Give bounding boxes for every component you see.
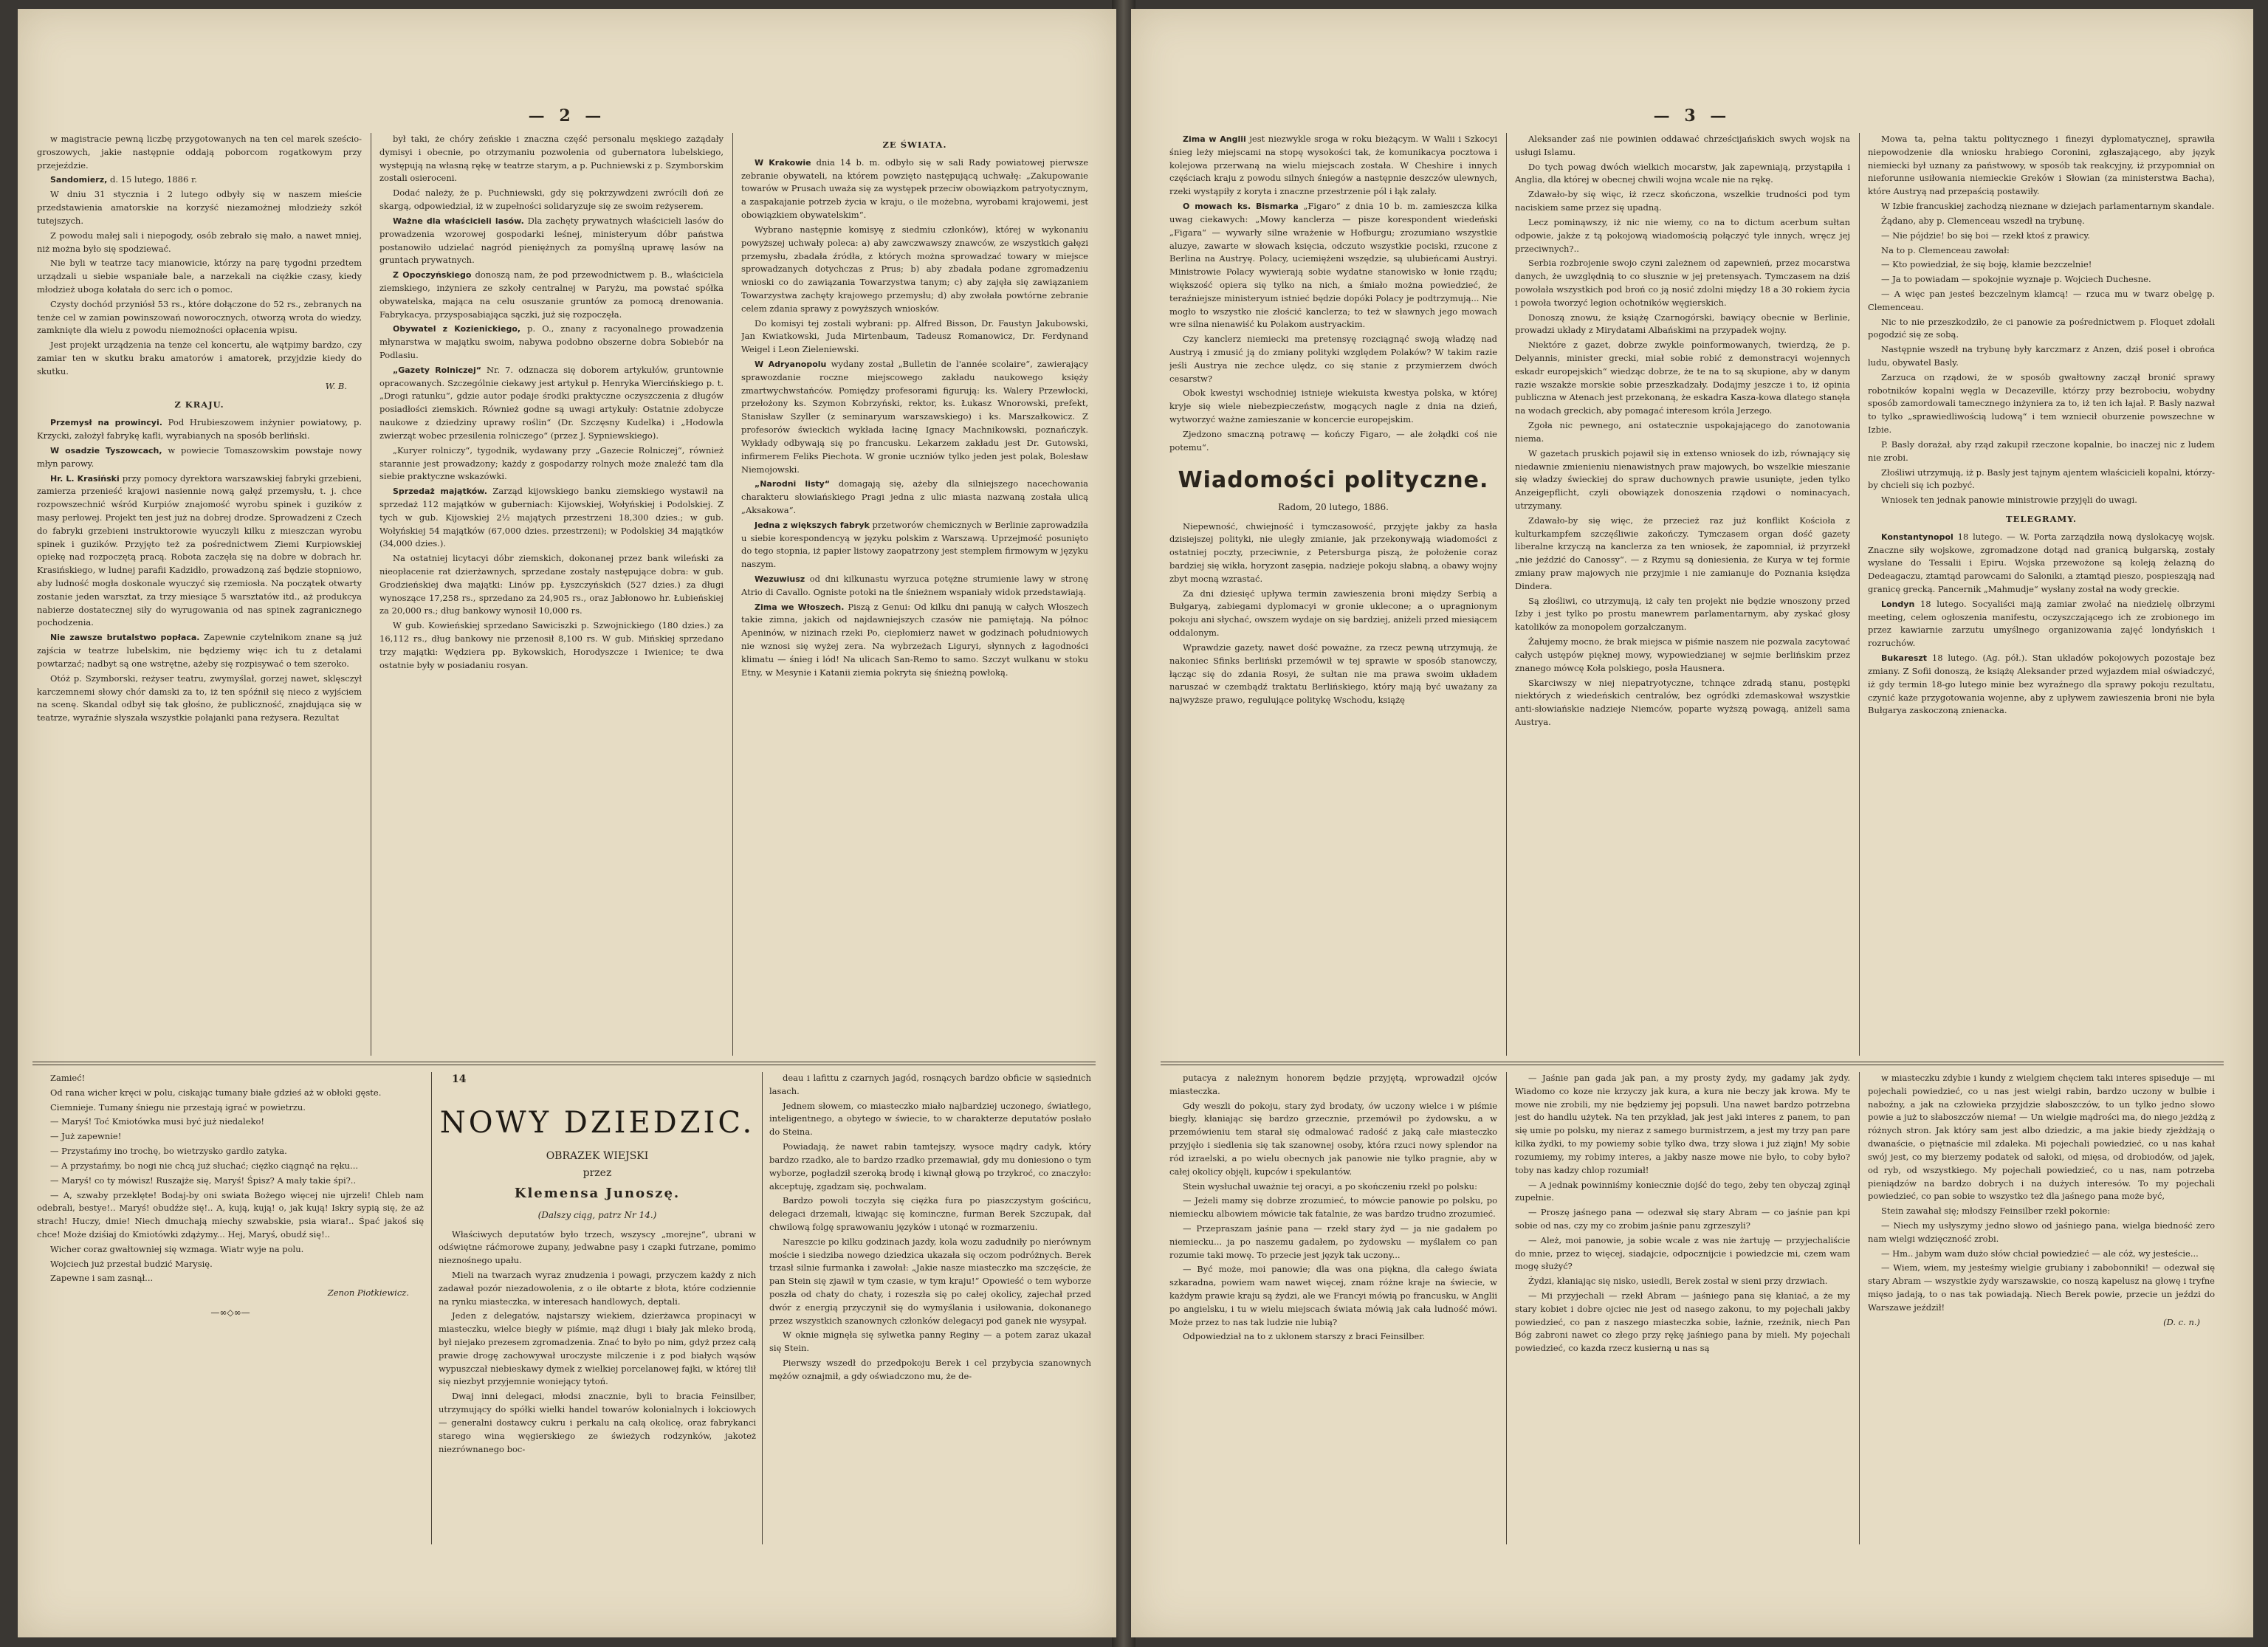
paragraph: Zdawało-by się więc, że przecież raz już konflikt Kościoła z kulturkampfem szczęśliwie zakończy. Tymczasem organ dość gazety liberalne krzyczą na kanclerza za ten wniosek, że zapomniał, iż przyrzekł „nie jeździć do Canossy“. — z Rzymu są doniesienia, że Kurya w tej formie zmiany praw majowych nie przyjmie i nie zamianuje do Poznania księdza Dindera. bbox=[1515, 515, 1850, 591]
feuilleton-divider bbox=[32, 1062, 1096, 1065]
paragraph-head: „Narodni listy“ bbox=[755, 479, 831, 489]
paragraph-head: Zima we Włoszech. bbox=[755, 602, 845, 612]
episode-number: 14 bbox=[452, 1073, 467, 1085]
paragraph-text: Dla zachęty prywatnych właścicieli lasów do prowadzenia wzorowej gospodarki leśnej, ministeryum dóbr państwa postanowiło udzielać nagród pieniężnych za pomyślną uprawę lasów na gruntach prywatnych. bbox=[379, 215, 724, 266]
paragraph bbox=[37, 416, 362, 443]
paragraph-head: Konstantynopol bbox=[1881, 532, 1953, 542]
paragraph: — Być może, moi panowie; dla was ona piękna, dla całego świata szkaradna, powiem wam nawet więcej, znam różne kraje na świecie, w każdym prawie kraju są żydzi, ale we Francyi mówią po francusku, w Anglii po angielsku, i tu w wielu miejscach świata mówią jak cała ludność mówi. Może przez to nas tak ludzie nie lubią? bbox=[1169, 1264, 1497, 1327]
serial-subtitle: OBRAZEK WIEJSKI bbox=[546, 1149, 649, 1162]
paragraph-head: Jedna z większych fabryk bbox=[755, 520, 870, 530]
paragraph-head: Zima w Anglii bbox=[1183, 134, 1246, 144]
paragraph: W Izbie francuskiej zachodzą nieznane w dziejach parlamentarnym skandale. bbox=[1881, 201, 2215, 212]
paragraph: Nic to nie przeszkodziło, że ci panowie za pośrednictwem p. Floquet zdołali pogodzić się ze sobą. bbox=[1868, 316, 2215, 340]
column-rule bbox=[431, 1072, 432, 1544]
feuilleton-column-2 bbox=[1515, 1072, 1850, 1544]
paragraph: Donoszą znowu, że książę Czarnogórski, bawiący obecnie w Berlinie, prowadzi układy z Mirydatami Albańskimi na przypadek wojny. bbox=[1515, 312, 1850, 336]
column-rule bbox=[732, 133, 733, 1056]
paragraph bbox=[741, 519, 1088, 571]
paragraph-text: jest niezwykle sroga w roku bieżącym. W Walii i Szkocyi śnieg leży miejscami na stopę wysokości tak, że komunikacya pocztowa i kolejowa przerwaną na wielu miejscach została. W Cheshire i innych częściach kraju z powodu silnych śniegów a następnie deszczów ulewnych, rzeki wystąpiły z koryta i znaczne przestrzenie pól i łąk zalały. bbox=[1169, 134, 1497, 197]
paragraph bbox=[741, 358, 1088, 476]
paragraph-text: Zapewnie czytelnikom znane są już zajścia w teatrze lubelskim, nie będziemy więc ich tu z detalami powtarzać; nadbyt są one wstrętne, ażeby się rozpisywać o tem szeroko. bbox=[37, 632, 362, 669]
feuilleton-column-3 bbox=[769, 1072, 1091, 1544]
paragraph: — Mi przyjechali — rzekł Abram — jaśniego pana się kłaniać, a że my stary kobiet i dobre ojciec nie jest od nasego zakonu, to my pojechali jakby powiedzieć, co pan z naszego miasteczka sobie, łaźnie, rzeźnik, niech Pan Bóg zabroni nawet co złego przy rękę jaśniego pana by mieli. My pojechali powiedzieć, co kazda rzecz kusierną u nas są bbox=[1515, 1290, 1850, 1354]
paragraph: Zdawało-by się więc, iż rzecz skończona, wszelkie trudności pod tym naciskiem same przez się upadną. bbox=[1515, 189, 1850, 213]
paragraph: Serbia rozbrojenie swojo czyni zależnem od zapewnień, przez mocarstwa danych, że uwzględnią to co słusznie w jej pretensyach. Tymczasem na dziś powołała wszystkich pod broń co ją nosić zdolni między 18 a 30 rokiem życia i powoła tworzyć legion ochotników węgierskich. bbox=[1515, 258, 1850, 308]
paragraph-head: W Krakowie bbox=[755, 157, 811, 168]
paragraph bbox=[379, 215, 724, 267]
paragraph: deau i lafittu z czarnych jagód, rosnących bardzo obficie w sąsiednich lasach. bbox=[769, 1073, 1091, 1096]
paragraph bbox=[37, 444, 362, 471]
paragraph: Żałujemy mocno, że brak miejsca w piśmie naszem nie pozwala zacytować całych ustępów pięknej mowy, wypowiedzianej w sejmie berlińskim przez znanego mówcę Koła polskiego, posła Hausnera. bbox=[1515, 636, 1850, 673]
paragraph: Stein zawahał się; młodszy Feinsilber rzekł pokornie: bbox=[1881, 1206, 2111, 1217]
paragraph-text: przetworów chemicznych w Berlinie zaprowadziła u siebie korespondencyą w języku polskim z Warszawą. Uprzejmość posunięto do tego stopnia, iż papier listowy zaopatrzony jest stemplem firmowym w języku naszym. bbox=[741, 519, 1088, 570]
paragraph: Czy kanclerz niemiecki ma pretensyę rozciągnąć swoją władzę nad Austryą i zmusić ją do zmiany polityki względem Polaków? W takim razie jeśli Austrya nie zechce ulędz, co się stanie z przymierzem dwóch cesarstw? bbox=[1169, 334, 1497, 384]
paragraph: Odpowiedział na to z ukłonem starszy z braci Feinsilber. bbox=[1183, 1331, 1426, 1342]
paragraph-text: od dni kilkunastu wyrzuca potężne strumienie lawy w stronę Atrio di Cavallo. Ogniste potoki na tle śnieżnem wspaniały widok przedstawiają. bbox=[741, 574, 1088, 597]
news-column-2 bbox=[1515, 133, 1850, 1056]
paragraph: Skarciwszy w niej niepatryotyczne, tchnące zdradą stanu, postępki niektórych z wiedeńskich centralów, bez ogródki zdemaskował wszystkie anti-słowiańskie nadzieje Niemców, poparte wyższą powagą, aniżeli sama Austrya. bbox=[1515, 677, 1850, 727]
paragraph: Lecz pominąwszy, iż nic nie wiemy, co na to dictum acerbum sułtan odpowie, jakże z tą pokojową wiadomością połączyć tyle innych, wręcz jej przeciwnych?.. bbox=[1515, 216, 1850, 254]
paragraph: — Wiem, wiem, my jesteśmy wielgie grubiany i zabobonniki! — odezwał się stary Abram — wszystkie żydy warszawskie, co noszą kapelusz na głowę i tryfne mięso jadają, to o nas tak powiadają. Niech Berek powie, przecie un jeździ do Warszawe jeździł! bbox=[1868, 1262, 2215, 1313]
news-column-3 bbox=[1868, 133, 2215, 1056]
paragraph bbox=[1868, 598, 2215, 650]
paragraph bbox=[741, 573, 1088, 599]
serial-title: NOWY DZIEDZIC. bbox=[439, 1105, 755, 1140]
column-rule bbox=[1859, 133, 1860, 1056]
paragraph: Nareszcie po kilku godzinach jazdy, kola wozu zadudniły po nierównym moście i siedziba nowego dziedzica ukazała się oczom podróżnych. Berek trzasł silnie furmanka i zawołał: „Jakie nasze miasteczko ma szczęście, że pan Stein się zjawił w tym czasie, w tym kraju!“ Opowieść o tem wyborze poszła od chaty do chaty, i rozeszła się po całej okolicy, zajechał przed dwór z energią przyczynił się do wymyślania i usiłowania, dokonanego przez wszystkich szanownych członków delegacyi pod ganek nie wysypał. bbox=[769, 1236, 1091, 1326]
column-rule bbox=[1506, 1072, 1507, 1544]
section-title: Wiadomości polityczne. bbox=[1178, 467, 1489, 493]
paragraph bbox=[1868, 531, 2215, 596]
paragraph: P. Basly dorażał, aby rząd zakupił rzeczone kopalnie, bo inaczej nic z ludem nie zrobi. bbox=[1868, 439, 2215, 463]
news-column-2 bbox=[379, 133, 724, 1056]
paragraph: Zapewne i sam zasnął... bbox=[50, 1273, 154, 1284]
paragraph-head: Sandomierz, bbox=[50, 175, 108, 185]
paragraph-text: Nr. 7. odznacza się doborem artykułów, gruntownie opracowanych. Szczególnie ciekawy jest artykuł p. Henryka Wiercińskiego p. t. „Drogi ratunku“, gdzie autor podaje środki praktyczne oczyszczenia z długów posiadłości ziemskich. Również godne są uwagi artykuły: Ostatnie zdobycze naukowe z dziedziny uprawy roślin“ (Dr. Szczęsny Kudelka) i „Hodowla zwierząt wobec przesilenia rolniczego“ (przez J. Sypniewskiego). bbox=[379, 364, 724, 441]
paragraph: — Proszę jaśnego pana — odezwał się stary Abram — co jaśnie pan kpi sobie od nas, czy my co zrobim jaśnie panu zgrzeszyli? bbox=[1515, 1207, 1850, 1231]
paragraph: — Już zapewnie! bbox=[50, 1131, 122, 1142]
paragraph: Gdy weszli do pokoju, stary żyd brodaty, ów uczony wielce i w piśmie biegły, kłaniając się bardzo grzecznie, przemówił po żydowsku, a w przemówieniu tem starał się odmalować radość z jaką całe miasteczko przyjęło i siedlenia się tak szanownej osoby, która rzuci nowy splendor na ród izraelski, a po wielu obecnych jak panowie nie tylko pragnie, aby w całej okolicy objęli, kupców i spekulantów. bbox=[1169, 1100, 1497, 1177]
paragraph: był taki, że chóry żeńskie i znaczna część personalu męskiego zażądały dymisyi i obecnie, po otrzymaniu pozwolenia od gubernatora lubelskiego, występują na własną rękę w teatrze starym, a p. Puchniewski z p. Szymborskim zostali osieroceni. bbox=[379, 134, 724, 184]
paragraph: Ciemnieje. Tumany śniegu nie przestają igrać w powietrzu. bbox=[50, 1101, 306, 1113]
paragraph: Wicher coraz gwałtowniej się wzmaga. Wiatr wyje na polu. bbox=[50, 1243, 304, 1254]
news-column-3 bbox=[741, 133, 1088, 1056]
paragraph-head: O mowach ks. Bismarka bbox=[1183, 202, 1299, 212]
paragraph: W oknie mignęła się sylwetka panny Reginy — a potem zaraz ukazał się Stein. bbox=[769, 1330, 1091, 1354]
section-heading: Z KRAJU. bbox=[174, 399, 224, 410]
dateline: Radom, 20 lutego, 1886. bbox=[1278, 502, 1389, 512]
paragraph: — A jednak powinniśmy koniecznie dojść do tego, żeby ten obyczaj zginął zupełnie. bbox=[1515, 1179, 1850, 1203]
feuilleton-column-1 bbox=[37, 1072, 424, 1544]
paragraph bbox=[379, 323, 724, 362]
paragraph: — Ja to powiadam — spokojnie wyznaje p. Wojciech Duchesne. bbox=[1881, 274, 2151, 285]
paragraph-text: przy pomocy dyrektora warszawskiej fabryki grzebieni, zamierza przenieść krajowi nasiennie nową gałęź przemysłu, t. j. chce rozpowszechnić wśród Kurpiów znajomość wyrobu spinek i guzików z masy perłowej. Projekt ten jest już na dobrej drodze. Sprowadzeni z Czech do fabryki grzebieni instruktorowie wyuczyli kilku z mieszczan wyrobu spinek i guzików. Przyjęto też za pośrednictwem Ziemi Kurpiowskiej opiekę nad rozpoczętą pracą. Robota zaczęła się na dobre w dobrach hr. Krasińskiego, w ludnej parafii Kadzidło, prowadzoną zaś będzie stopniowo, aby ludność mogła doskonale wyuczyć się rzemiosła. Na początek otwarty zostanie jeden warsztat, za trzy miesiące 5 warsztatów itd., aż produkcya nabierze dostatecznej siły do wyrugowania od nas spinek zagranicznego pochodzenia. bbox=[37, 472, 362, 628]
paragraph-head: Ważne dla właścicieli lasów. bbox=[393, 216, 524, 226]
signature: W. B. bbox=[325, 380, 347, 391]
paragraph: — Maryś! co ty mówisz! Ruszajże się, Maryś! Śpisz? A mały takie śpi?.. bbox=[50, 1175, 357, 1186]
paragraph: Jest projekt urządzenia na tenże cel koncertu, ale wątpimy bardzo, czy zamiar ten w skutku braku amatorów i amatorek, przyjdzie kiedy do skutku. bbox=[37, 340, 362, 376]
news-column-1 bbox=[1169, 133, 1497, 1056]
news-column-1 bbox=[37, 133, 362, 1056]
feuilleton-column-3 bbox=[1868, 1072, 2215, 1544]
right-page bbox=[1131, 9, 2253, 1637]
paragraph-text: Pod Hrubieszowem inżynier powiatowy, p. Krzycki, założył fabrykę kafli, wyrabianych na sposób berliński. bbox=[37, 417, 362, 441]
paragraph: Wniosek ten jednak panowie ministrowie przyjęli do uwagi. bbox=[1881, 495, 2137, 506]
paragraph: Dwaj inni delegaci, młodsi znacznie, byli to bracia Feinsilber, utrzymujący do spółki wielki handel towarów kolonialnych i łokciowych — generalni dostawcy cukru i perkalu na całą okolicę, oraz fabrykanci starego wina węgierskiego ze świeżych rodzynków, jakoteż niezrównanego boc- bbox=[439, 1391, 756, 1454]
column-rule bbox=[1859, 1072, 1860, 1544]
paragraph: Wybrano następnie komisyę z siedmiu członków), której w wykonaniu powyższej uchwały poleca: a) aby zawczwawszy znawców, ze wszystkich gałęzi przemysłu, zbadała źródła, z których można sprowadzać towary w miejsce sprowadzanych dotychczas z Prus; b) aby zbadała podane zgromadzeniu wnioski co do zawiązania Towarzystwa tanym; c) aby zajęła się zawiązaniem Towarzystwa zachęty krajowego przemysłu; d) aby zwołała powtórne zebranie celem zdania sprawy z powyższych wniosków. bbox=[741, 224, 1088, 314]
paragraph: Niepewność, chwiejność i tymczasowość, przyjęte jakby za hasła dzisiejszej polityki, nie uległy zmianie, jak przekonywają wiadomości z ostatniej poczty, przeciwnie, z Petersburga piszą, że położenie coraz bardziej się wikła, horyzont zasępia, nadzieje pokoju słabną, a obawy wojny zbyt mocną wzrastać. bbox=[1169, 520, 1497, 584]
paragraph bbox=[741, 478, 1088, 517]
paragraph-head: W osadzie Tyszowcach, bbox=[50, 445, 162, 455]
paragraph: — Niech my usłyszymy jedno słowo od jaśniego pana, wielga biedność zero nam wielgi wdzięczność zrobi. bbox=[1868, 1220, 2215, 1244]
paragraph: — Jaśnie pan gada jak pan, a my prosty żydy, my gadamy jak żydy. Wiadomo co koze nie krzyczy jak kura, a kura nie beczy jak krowa. My te mowe nie zrobili, my nie będziemy jej popsuli. Una nawet bardzo potrzebna jest do handlu użytek. Na ten przykład, jak jest jaki interes z panem, to pan się umie po polsku, my nieraz z samego burmistrzem, a jest my trzy pan pare kilka żydki, to my powiemy sobie tylko dwa, trzy słowa i już ziąjn! My sobie rozumiemy, my robimy interes, a jakby nasze mowe nie było, to coby było? toby nas kadzy chlop rozumiał! bbox=[1515, 1073, 1850, 1175]
serial-author: Klemensa Junoszę. bbox=[514, 1186, 681, 1202]
paragraph: Na to p. Clemenceau zawołał: bbox=[1881, 244, 2010, 255]
paragraph: Od rana wicher kręci w polu, ciskając tumany białe gdzieś aż w obłoki gęste. bbox=[50, 1087, 382, 1098]
paragraph: — A więc pan jesteś bezczelnym kłamcą! — rzuca mu w twarz obelgę p. Clemenceau. bbox=[1868, 288, 2215, 312]
paragraph-head: Hr. L. Krasiński bbox=[50, 473, 120, 484]
paragraph: Powiadają, że nawet rabin tamtejszy, wysoce mądry cadyk, który bardzo rzadko, ale to bardzo rzadko przemawiał, gdy mu doniesiono o tym wyborze, pogładził szeroką brodę i kiwnął głową po trzykroć, co znaczyło: akceptuję, zgadzam się, pochwalam. bbox=[769, 1141, 1091, 1192]
paragraph: Otóż p. Szymborski, reżyser teatru, zwymyślał, gorzej nawet, sklęsczył karczemnemi słowy chór damski za to, iż ten spóźnił się nieco z wyjściem na scenę. Skandal odbył się tak głośno, że publiczność, znajdująca się w teatrze, wyraźnie słyszała wszystkie połajanki pana reżysera. Rezultat bbox=[37, 673, 362, 723]
paragraph: Wojciech już przestał budzić Marysię. bbox=[50, 1258, 213, 1269]
section-heading: TELEGRAMY. bbox=[2006, 513, 2077, 524]
paragraph-text: Piszą z Genui: Od kilku dni panują w całych Włoszech takie zimna, jakich od najdawniejszych czasów nie pamiętają. Na północ Apeninów, w nizinach rzeki Po, ciepłomierz nawet w godzinach południowych nie wznosi się wyżej zera. Na wybrzeżach Liguryi, słynnych z łagodności klimatu — śnieg i lód! Na ulicach San-Remo to samo. Szczyt wulkanu w stoku Etny, w Mesynie i Katanii ziemia pokryta się śnieżną powłoką. bbox=[741, 601, 1088, 678]
paragraph: — Jeżeli mamy się dobrze zrozumieć, to mówcie panowie po polsku, po niemiecku albowiem mówicie tak fatalnie, że was bardzo trudno zrozumieć. bbox=[1169, 1195, 1497, 1220]
paragraph-head: Londyn bbox=[1881, 599, 1915, 609]
paragraph bbox=[1868, 652, 2215, 718]
feuilleton-divider bbox=[1161, 1062, 2224, 1065]
paragraph: Aleksander zaś nie powinien oddawać chrześcijańskich swych wojsk na usługi Islamu. bbox=[1515, 134, 1850, 157]
paragraph-text: w powiecie Tomaszowskim powstaje nowy młyn parowy. bbox=[37, 444, 362, 469]
paragraph-head: Przemysł na prowincyi. bbox=[50, 418, 162, 428]
paragraph-head: Z Opoczyńskiego bbox=[393, 270, 472, 281]
paragraph-text: wydany został „Bulletin de l'année scolaire“, zawierający sprawozdanie roczne miejscowego zakładu naukowego księży zmartwychwstańców. Pomiędzy profesorami figurują: ks. Walery Przewłocki, przełożony ks. Szymon Kobrzyński, rektor, ks. Łukasz Wnorowski, prefekt, Stanisław Szyller (z seminaryum warszawskiego) i ks. Marszałkowicz. Z profesorów świeckich wykłada łacinę Ignacy Machnikowski, poznańczyk. Wykłady odbywają się po francusku. Lekarzem zakładu jest Dr. Gutowski, infirmerem Feliks Piechota. W gronie uczniów tylko jeden jest polak, Bolesław Niemojowski. bbox=[741, 359, 1088, 475]
paragraph: Dodać należy, że p. Puchniewski, gdy się pokrzywdzeni zwrócili doń ze skargą, odpowiedział, iż w zupełności solidaryzuje się ze swoim reżyserem. bbox=[379, 188, 724, 212]
paragraph: — Przystańmy ino trochę, bo wietrzysko gardło zatyka. bbox=[50, 1146, 287, 1157]
paragraph: Na ostatniej licytacyi dóbr ziemskich, dokonanej przez bank wileński za nieopłacenie rat dzierżawnych, sprzedane zostały następujące dobra: w gub. Grodzieńskiej dwa majątki: Linów pp. Łyszczyńskich (527 dzies.) za długi wynoszące 17,258 rs., sprzedano za 24,905 rs., oraz Jabłonowo hr. Łubieńskiej za 20,000 rs.; dług bankowy wynosił 10,000 rs. bbox=[379, 553, 724, 616]
paragraph: w miasteczku zdybie i kundy z wielgiem chęciem taki interes spiseduje — mi pojechali powiedzieć, co u nas jest wielgi rabin, bardzo uczony w bulbie i naboźny, a jak na człowieka przyjdzie słaboszczów, to un tylko jedno słowo powie a już to słaboszczów niema! — Un wielgie mądrości ma, do niego jeżdżą z różnych stron. Jak który sam jest albo dziedzic, a ma jakie biedy zjeżdżają o dwanaście, o piętnaście mil zdaleka. Mi pojechali powiedzieć, co u nas kahał swój jest, co my bierzemy podatek od sałoki, od mięsa, od drobiodów, od jajek, od ryb, od wszystkiego. My pojechali powiedzieć, co u nas, nam potrzeba pieniądzów na bardzo dobrych i na dużych interesów. To my pojechali powiedzieć, co pan sobie to wszystko też dla jaśnego pana może być, bbox=[1868, 1073, 2215, 1202]
feuilleton-column-1 bbox=[1169, 1072, 1497, 1544]
paragraph-text: Zarząd kijowskiego banku ziemskiego wystawił na sprzedaż 112 majątków w guberniach: Kijowskiej, Wołyńskiej i Podolskiej. Z tych w gub. Kijowskiej 2½ majątych przestrzeni 18,300 dzies.; w gub. Wołyńskiej 54 majątków (67,000 dzies. przestrzeni); w Podolskiej 34 majątków (34,000 dzies.). bbox=[379, 486, 724, 549]
paragraph: W dniu 31 stycznia i 2 lutego odbyły się w naszem mieście przedstawienia amatorskie na korzyść niezamożnej młodzieży szkół tutejszych. bbox=[37, 189, 362, 226]
paragraph bbox=[1169, 200, 1497, 331]
paragraph: — Maryś! Toć Kmiotówka musi być już niedaleko! bbox=[50, 1116, 265, 1127]
paragraph: Żydzi, kłaniając się nisko, usiedli, Berek został w sieni przy drzwiach. bbox=[1528, 1276, 1828, 1287]
paragraph-head: Nie zawsze brutalstwo popłaca. bbox=[50, 633, 200, 643]
paragraph-head: Bukareszt bbox=[1881, 653, 1928, 664]
paragraph: Zgoła nic pewnego, ani ostatecznie uspokajającego do zanotowania niema. bbox=[1515, 420, 1850, 444]
paragraph: Stein wysłuchał uważnie tej oracyi, a po skończeniu rzekł po polsku: bbox=[1183, 1180, 1477, 1192]
paragraph: — Ależ, moi panowie, ja sobie wcale z was nie żartuję — przyjechaliście do mnie, przez to więcej, siadajcie, odpocznijcie i powiedzcie mi, czem wam mogę służyć? bbox=[1515, 1234, 1850, 1272]
paragraph: W gazetach pruskich pojawił się in extenso wniosek do izb, równający się niedawnie zmienieniu nienawistnych praw majowych, bo wszelkie mieszanie się władzy świeckiej do spraw duchownych prawie usunięte, jeden tylko Anzeigepflicht, czyli obowiązek donoszenia rządowi o nominacyach, utrzymany. bbox=[1515, 447, 1850, 511]
paragraph: — Nie pójdzie! bo się boi — rzekł ktoś z prawicy. bbox=[1881, 230, 2090, 241]
paragraph: — Przepraszam jaśnie pana — rzekł stary żyd — ja nie gadałem po niemiecku... ja po naszemu gadałem, po żydowsku — myślałem co pan rozumie taki mowę. To przecie jest język tak uczony... bbox=[1169, 1223, 1497, 1260]
signature: Zenon Piotkiewicz. bbox=[327, 1287, 409, 1299]
paragraph: W gub. Kowieńskiej sprzedano Sawiciszki p. Szwojnickiego (180 dzies.) za 16,112 rs., dług bankowy nie przenosił 8,100 rs. W gub. Mińskiej sprzedano trzy majątki: Wędziera pp. Bykowskich, Horodyszcze i Iwienice; te dwa ostatnie były w posiadaniu rosyan. bbox=[379, 620, 724, 670]
paragraph: Do tych powag dwóch wielkich mocarstw, jak zapewniają, przystąpiła i Anglia, dla której w obecnej chwili wojna wcale nie na rękę. bbox=[1515, 161, 1850, 185]
paragraph: Z powodu małej sali i niepogody, osób zebrało się mało, a nawet mniej, niż można było się spodziewać. bbox=[37, 230, 362, 254]
paragraph-text: p. O., znany z racyonalnego prowadzenia młynarstwa w majątku swoim, nabywa podobno obszerne dobra Sobiebór na Podlasiu. bbox=[379, 323, 724, 360]
page-number: — 2 — bbox=[528, 106, 606, 125]
paragraph-text: 18 lutego. Socyaliści mają zamiar zwołać na niedzielę olbrzymi meeting, celem ogłoszenia manifestu, oczyszczającego ich ze zrobionego im przez kawiarnie zarzutu umyślnego organizowania zajęć londyńskich i rozruchów. bbox=[1868, 598, 2215, 649]
paragraph-text: 18 lutego. — W. Porta zarządziła nową dyslokacyę wojsk. Znaczne siły wojskowe, zgromadzone dotąd nad granicą bułgarską, zostały wysłane do Tessalii i Epiru. Wojska przewożone są koleją żelazną do Dedeagaczu, ztamtąd parowcami do Saloniki, a ztamtąd pieszo, pospiesząją nad granicę grecką. Pancernik „Mahmudje“ wysłany został na wody greckie. bbox=[1868, 531, 2215, 594]
paragraph-text: 18 lutego. (Ag. pół.). Stan układów pokojowych pozostaje bez zmiany. Z Sofii donoszą, że książę Aleksander przed wyjazdem miał oświadczyć, iż gdy termin 18-go lutego minie bez wyraźnego dla sprawy pokoju rezultatu, czynić każe przygotowania wojenne, aby z upływem zawieszenia broni nie była Bułgarya zaskoczoną znienacka. bbox=[1868, 653, 2215, 716]
paragraph: Wprawdzie gazety, nawet dość poważne, za rzecz pewną utrzymują, że nakoniec Sfinks berliński przemówił w tej sprawie w sposób stanowczy, łącząc się do zdania Rosyi, że sułtan nie ma prawa swoim układem naruszać w czembądź traktatu Berlińskiego, który mają być uważany za najwyższe prawo, regulujące politykę Wschodu, książę bbox=[1169, 642, 1497, 706]
paragraph-text: „Figaro“ z dnia 10 b. m. zamieszcza kilka uwag ciekawych: „Mowy kanclerza — pisze korespondent wiedeński „Figara“ — wywarły silne wrażenie w Hofburgu; zrozumiano wszystkie aluzye, zawarte w słowach księcia, odczuto wszystkie pociski, rzucone z Berlina na Austryę. Polacy, uciemiężeni wszędzie, są ulubieńcami Austryi. Ministrowie Polacy wywierają sobie wydatne stanowisko w łonie rządu; większość opiera się tylko na nich, a śmiało można powiedzieć, że teraźniejsze ministeryum istnieć będzie dopóki Polacy je podtrzymują... Nie mogło to wszystko nie złościć kanclerza; to też w sławnych jego mowach wre silna nienawiść ku Polakom austryackim. bbox=[1169, 201, 1497, 330]
paragraph-head: Obywatel z Kozienickiego, bbox=[393, 324, 521, 334]
paragraph: Są złośliwi, co utrzymują, iż cały ten projekt nie będzie wnoszony przed Izby i jest tylko po prostu manewrem parlamentarnym, aby zyskać głosy katolików za monopolem gorzałczanym. bbox=[1515, 595, 1850, 633]
paragraph: Złośliwi utrzymują, iż p. Basly jest tajnym ajentem właścicieli kopalni, którzy-by chcieli się ich pozbyć. bbox=[1868, 467, 2215, 491]
paragraph: Mieli na twarzach wyraz znudzenia i powagi, przyczem każdy z nich zadawał pozór niezadowolenia, z o ile obtarte z błota, które codziennie na rynku miasteczka, w interesach handlowych, deptali. bbox=[439, 1269, 756, 1307]
paragraph: Do komisyi tej zostali wybrani: pp. Alfred Bisson, Dr. Faustyn Jakubowski, Jan Kwiatkowski, Juda Mirtenbaum, Tadeusz Romanowicz, Dr. Ferdynand Weigel i Leon Zieleniewski. bbox=[741, 317, 1088, 355]
paragraph-text: donoszą nam, że pod przewodnictwem p. B., właściciela ziemskiego, inżyniera ze szkoły centralnej w Paryżu, ma powstać spółka obywatelska, mająca na celu osuszanie gruntów za pomocą drenowania. Fabrykacya, przysposabiająca sączki, już się rozpoczęła. bbox=[379, 269, 724, 320]
paragraph: Pierwszy wszedł do przedpokoju Berek i cel przybycia szanownych mężów oznajmił, a gdy oświadczono mu, że de- bbox=[769, 1358, 1091, 1381]
ornament: —∞◇∞— bbox=[210, 1307, 250, 1318]
paragraph-text: domagają się, ażeby dla silniejszego nacechowania charakteru słowiańskiego Pragi jedna z ulic miasta nazwaną została ulicą „Aksakowa“. bbox=[741, 478, 1088, 515]
section-heading: ZE ŚWIATA. bbox=[882, 140, 947, 150]
paragraph: Jeden z delegatów, najstarszy wiekiem, dzierżawca propinacyi w miasteczku, wielce biegły w piśmie, mąż długi i biały jak mleko brodą, był niejako prezesem zgromadzenia. Znać to było po nim, gdyż przez całą prawie drogę zachowywał uroczyste milczenie i z pod białych wąsów wypuszczał niebieskawy dymek z wielkiej porcelanowej fajki, w której tlił się niezbyt przyjemnie woniejący tytoń. bbox=[439, 1310, 756, 1387]
paragraph: Nie byli w teatrze tacy mianowicie, którzy na parę tygodni przedtem urządzali u siebie wspaniałe bale, a narzekali na ciężkie czasy, kiedy młodzież uboga kołatała do serc ich o pomoc. bbox=[37, 258, 362, 295]
paragraph: Mowa ta, pełna taktu politycznego i finezyi dyplomatycznej, sprawiła niepowodzenie dla wniosku hrabiego Coronini, zgłaszającego, aby język niemiecki był uznany za państwowy, w sposób tak reakcyjny, iż przypomniał on nieforunne usiłowania niemieckie Greków i Słowian (za ministerstwa Bacha), które Austryą nad przepaścią postawiły. bbox=[1868, 134, 2215, 197]
paragraph: Obok kwestyi wschodniej istnieje wiekuista kwestya polska, w której kryje się wiele niebezpieczeństw, mogących nagle z dnia na dzień, wytworzyć ważne zamieszanie w koncercie europejskim. bbox=[1169, 388, 1497, 425]
paragraph bbox=[1169, 133, 1497, 199]
paragraph-head: „Gazety Rolniczej“ bbox=[393, 365, 481, 375]
paragraph bbox=[379, 364, 724, 443]
paragraph bbox=[379, 485, 724, 551]
paragraph: Właściwych deputatów było trzech, wszyscy „morejne“, ubrani w odświętne ráćmorowe żupany, jedwabne pasy i czapki futrzane, pomimo nieznośnego upału. bbox=[439, 1228, 756, 1266]
paragraph bbox=[37, 472, 362, 630]
paragraph: Zamieć! bbox=[50, 1073, 86, 1083]
continuation-note: (Dalszy ciąg, patrz Nr 14.) bbox=[537, 1209, 657, 1220]
left-page bbox=[18, 9, 1116, 1637]
paragraph: — Hm.. jabym wam dużo słów chciał powiedzieć — ale cóż, wy jesteście... bbox=[1881, 1248, 2199, 1259]
column-rule bbox=[762, 1072, 763, 1544]
paragraph: Niektóre z gazet, dobrze zwykle poinformowanych, twierdzą, że p. Delyannis, minister grecki, miał sobie robić z demonstracyi wojennych eskadr europejskich“ wiedząc dobrze, że te na to są skupione, aby w danym razie wszakże morskie sobie przeszkadzały. Dodajmy jeszcze i to, iż opinia publiczna w Atenach jest przekonaną, że eskadra Kasza-kowa dlatego stanęła na wodach greckich, aby pomagać interesom króla Jerzego. bbox=[1515, 340, 1850, 416]
paragraph-head: W Adryanopolu bbox=[755, 360, 827, 369]
paragraph: Następnie wszedł na trybunę były karczmarz z Anzen, dziś poseł i obrońca ludu, obywatel Basly. bbox=[1868, 344, 2215, 368]
paragraph: — A przystańmy, bo nogi nie chcą już słuchać; ciężko ciągnąć na ręku... bbox=[50, 1160, 358, 1171]
paragraph: Za dni dziesięć upływa termin zawieszenia broni między Serbią a Bułgaryą, zabiegami dyplomacyi w gronie ukleconе; a o upragnionym pokoju ani słychać, owszem wydaje on się bardziej, aniżeli przed miesiącem oddalonym. bbox=[1169, 588, 1497, 639]
to-be-continued: (D. c. n.) bbox=[2163, 1316, 2200, 1327]
paragraph: Czysty dochód przyniósł 53 rs., które dołączone do 52 rs., zebranych na tenże cel w zamian powinszowań noworocznych, otworzą wrota do wiedzy, zamknięte dla wielu z powodu niemożności opłacenia wpisu. bbox=[37, 298, 362, 336]
paragraph-head: Wezuwiusz bbox=[755, 574, 805, 584]
paragraph bbox=[37, 631, 362, 670]
paragraph bbox=[37, 173, 362, 187]
column-rule bbox=[1506, 133, 1507, 1056]
paragraph: — Kto powiedział, że się boję, kłamie bezczelnie! bbox=[1881, 259, 2092, 270]
paragraph: Żądano, aby p. Clemenceau wszedł na trybunę. bbox=[1881, 215, 2085, 226]
paragraph-text: d. 15 lutego, 1886 r. bbox=[109, 174, 197, 185]
paragraph: Zjedzono smaczną potrawę — kończy Figaro, — ale żołądki coś nie potemu“. bbox=[1169, 428, 1497, 453]
page-number: — 3 — bbox=[1653, 106, 1731, 125]
paragraph: Zarzuca on rządowi, że w sposób gwałtowny zaczął bronić sprawy robotników kopalni węgla w Decazeville, którzy przy bezrobociu, wobydny sposób zamordowali tamecznego inżyniera za to, iż ten ich łajał. P. Basly nazwał to tylko „sprawiedliwością ludową“ i tem wzniecił oburzenie powszechne w Izbie. bbox=[1868, 371, 2215, 436]
paragraph-text: dnia 14 b. m. odbyło się w sali Rady powiatowej pierwsze zebranie obywateli, na którem powzięto następującą uchwałę: „Zakupowanie towarów w Prusach uważa się za występek przeciw obowiązkom patryotycznym, a zaspakajanie potrzeb życia w kraju, o ile możebna, wyrobami krajowemi, jest obowiązkiem obywatelskim“. bbox=[741, 157, 1088, 221]
paragraph: „Kuryer rolniczy“, tygodnik, wydawany przy „Gazecie Rolniczej“, również starannie jest prowadzony; każdy z gospodarzy rolnych może znaleźć tam dla siebie praktyczne wskazówki. bbox=[379, 444, 724, 482]
paragraph: w magistracie pewną liczbę przygotowanych na ten cel marek sześcio-groszowych, jakie następnie oddają poborcom rogatkowym przy przejeździe. bbox=[37, 134, 362, 171]
paragraph bbox=[741, 157, 1088, 222]
paragraph bbox=[741, 601, 1088, 680]
paragraph: Jednem słowem, co miasteczko miało najbardziej uczonego, światłego, inteligentnego, a obytego w świecie, to w charakterze deputatów posłało do Steina. bbox=[769, 1100, 1091, 1138]
feuilleton-column-2 bbox=[439, 1072, 756, 1544]
paragraph-head: Sprzedaż majątków. bbox=[393, 486, 487, 497]
paragraph bbox=[379, 269, 724, 321]
paragraph: putacya z należnym honorem będzie przyjętą, wprowadził ojców miasteczka. bbox=[1169, 1073, 1497, 1096]
paragraph: Bardzo powoli toczyła się ciężka fura po piaszczystym gościńcu, delegaci drzemali, kiwając się kominczne, furman Berek Szczupak, dał chwilową folgę sprawowaniu języków i utonąć w rozmarzeniu. bbox=[769, 1195, 1091, 1232]
paragraph: — A, szwaby przeklęte! Bodaj-by oni swiata Bożego więcej nie ujrzeli! Chleb nam odebrali, bestye!.. Maryś! obudźże się!.. A, kują, kują! o, jak kują! Iskry sypią się, że aż strach! Huczy, dmie! Niech dmuchają miechy szwabskie, psia wiara!.. Śpać jakoś się chce! Może dziśiaj do Kmiotówki zdążymy... Hej, Maryś, obudź się!.. bbox=[37, 1189, 424, 1239]
serial-by: przez bbox=[583, 1167, 612, 1180]
